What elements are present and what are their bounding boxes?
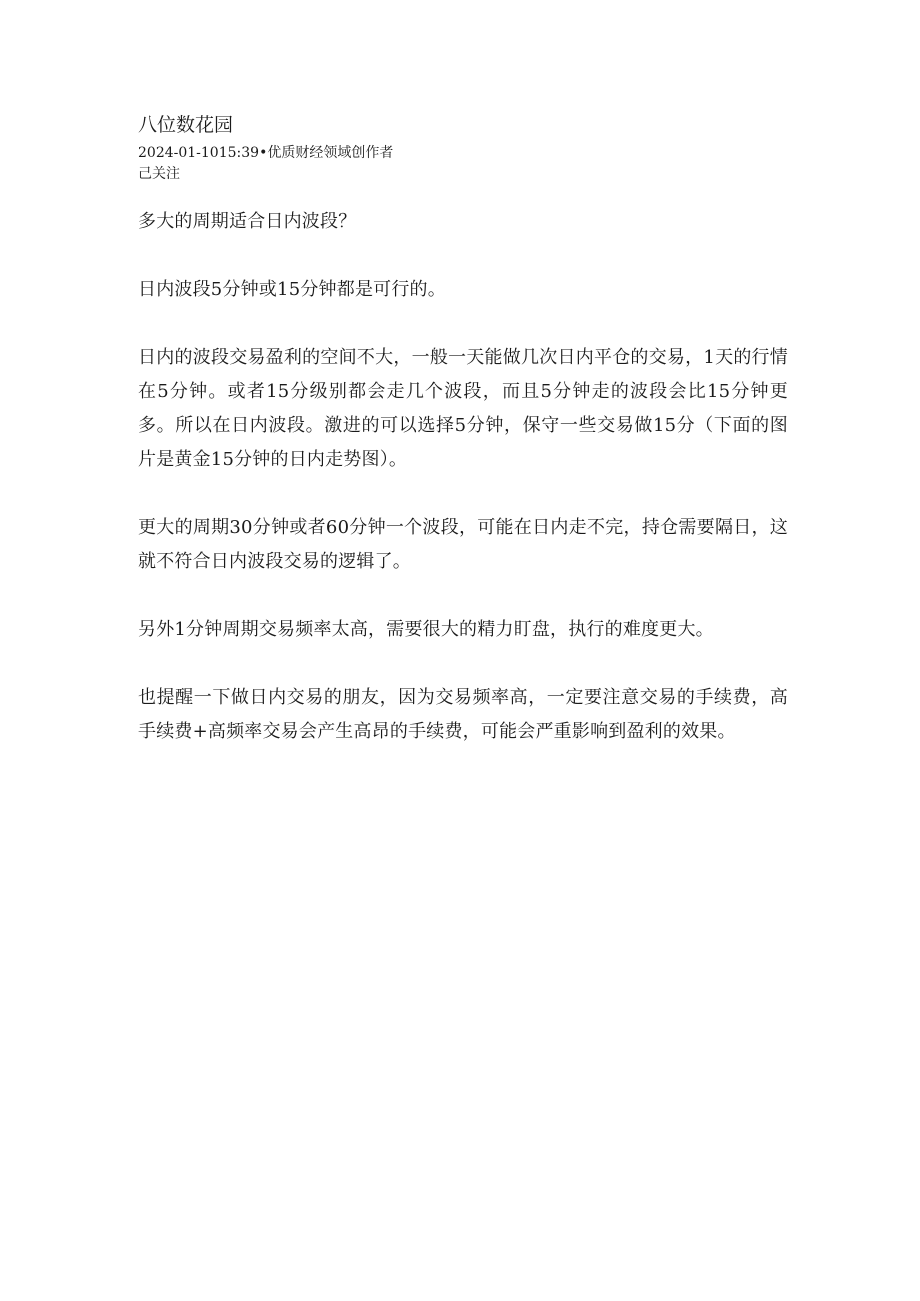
paragraph: 另外1分钟周期交易频率太高，需要很大的精力盯盘，执行的难度更大。 (138, 619, 714, 640)
paragraph: 日内的波段交易盈利的空间不大，一般一天能做几次日内平仓的交易，1天的行情在5分钟。或者15分级别都会走几个波段，而且5分钟走的波段会比15分钟更多。所以在日内波段。激进的可以选择5分钟，保守一些交易做15分（下面的图片是黄金15分钟的日内走势图）。 (138, 347, 788, 470)
publish-meta: 2024-01-1015:39•优质财经领域创作者 (138, 145, 394, 161)
article-header (138, 112, 788, 183)
author-name[interactable]: 八位数花园 (138, 114, 234, 136)
paragraph: 更大的周期30分钟或者60分钟一个波段，可能在日内走不完，持仓需要隔日，这就不符合日内波段交易的逻辑了。 (138, 517, 788, 572)
article-body (138, 205, 788, 749)
follow-status[interactable]: 己关注 (138, 166, 180, 182)
paragraph: 也提醒一下做日内交易的朋友，因为交易频率高，一定要注意交易的手续费，高手续费+高频率交易会产生高昂的手续费，可能会严重影响到盈利的效果。 (138, 687, 788, 742)
article-page (138, 112, 788, 783)
paragraph: 日内波段5分钟或15分钟都是可行的。 (138, 279, 446, 300)
question-heading: 多大的周期适合日内波段？ (138, 211, 357, 232)
